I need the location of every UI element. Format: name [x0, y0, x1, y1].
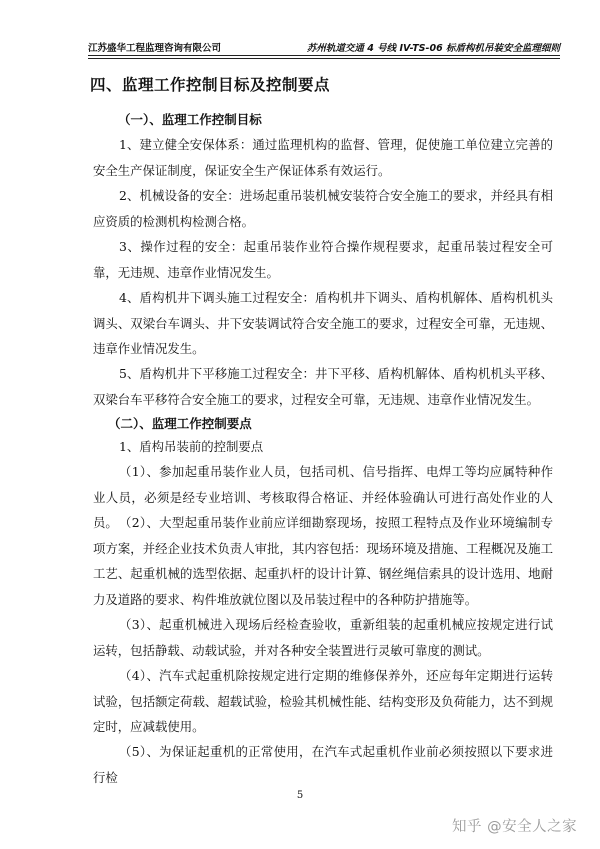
goal-paragraph-1: 1、建立健全安保体系：通过监理机构的监督、管理，促使施工单位建立完善的安全生产保证制度，保证安全生产保证体系有效运行。 [93, 137, 553, 178]
point-paragraph-1: （1）、参加起重吊装作业人员，包括司机、信号指挥、电焊工等均应属特种作业人员，必须是经专业培训、考核取得合格证、并经体验确认可进行高处作业的人员。 [93, 464, 553, 530]
subsection-title-goals: （一）、监理工作控制目标 [118, 112, 262, 127]
subsection-title-points: （二）、监理工作控制要点 [108, 416, 252, 431]
header-divider [88, 55, 560, 59]
section-title: 四、监理工作控制目标及控制要点 [90, 76, 331, 94]
zhihu-watermark: 知乎 @安全人之家 [452, 819, 578, 835]
page-header [88, 38, 560, 54]
goal-paragraph-3: 3、操作过程的安全：起重吊装作业符合操作规程要求，起重吊装过程安全可靠，无违规、违章作业情况发生。 [93, 239, 553, 280]
points-intro: 1、盾构吊装前的控制要点 [119, 439, 264, 454]
goal-paragraph-5: 5、盾构机井下平移施工过程安全：井下平移、盾构机解体、盾构机机头平移、双梁台车平移符合安全施工的要求，过程安全可靠，无违规、违章作业情况发生。 [93, 366, 553, 407]
point-paragraph-4: （4）、汽车式起重机除按规定进行定期的维修保养外，还应每年定期进行运转试验，包括额定荷载、超载试验，检验其机械性能、结构变形及负荷能力，达不到规定时，应减载使用。 [93, 668, 553, 734]
point-paragraph-5: （5）、为保证起重机的正常使用，在汽车式起重机作业前必须按照以下要求进行检 [93, 744, 553, 785]
header-company: 江苏盛华工程监理咨询有限公司 [88, 43, 222, 54]
point-paragraph-2: （2）、大型起重吊装作业前应详细勘察现场，按照工程特点及作业环境编制专项方案，并经企业技术负责人审批，其内容包括：现场环境及措施、工程概况及施工工艺、起重机械的选型依据、起重扒杆的设计计算、钢丝绳信索具的设计选用、地耐力及道路的要求、构件堆放就位图以及吊装过程中的各种防护措施等。 [93, 515, 553, 607]
page-number: 5 [296, 790, 304, 801]
goal-paragraph-2: 2、机械设备的安全：进场起重吊装机械安装符合安全施工的要求，并经具有相应资质的检测机构检测合格。 [93, 188, 553, 229]
header-doc-title: 苏州轨道交通 4 号线 IV-TS-06 标盾构机吊装安全监理细则 [306, 43, 560, 54]
goal-paragraph-4: 4、盾构机井下调头施工过程安全：盾构机井下调头、盾构机解体、盾构机机头调头、双梁台车调头、井下安装调试符合安全施工的要求，过程安全可靠，无违规、违章作业情况发生。 [93, 290, 553, 356]
point-paragraph-3: （3）、起重机械进入现场后经检查验收，重新组装的起重机械应按规定进行试运转，包括静载、动载试验，并对各种安全装置进行灵敏可靠度的测试。 [93, 617, 553, 658]
